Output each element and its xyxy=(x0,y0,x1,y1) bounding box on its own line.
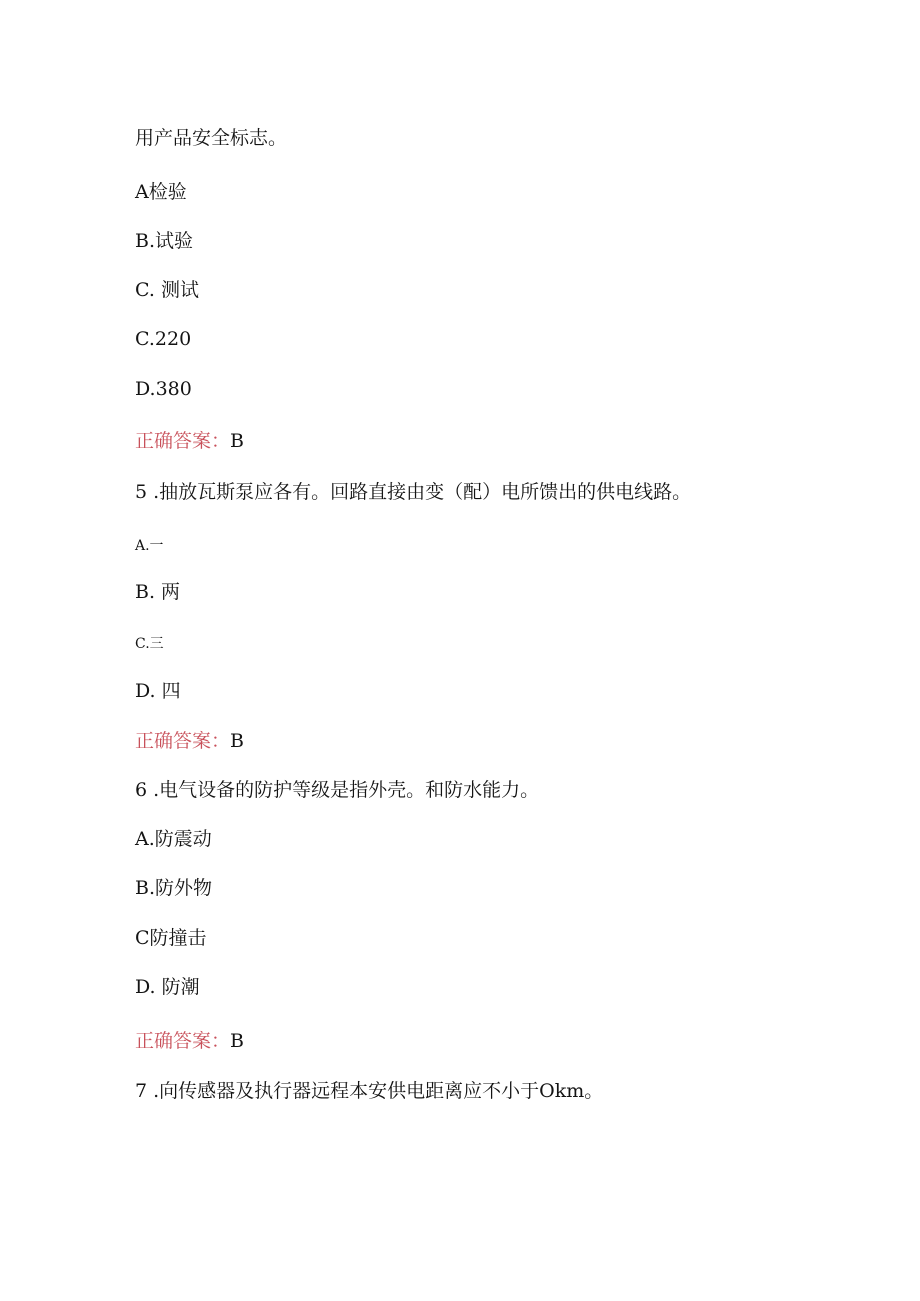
question-6: 6 .电气设备的防护等级是指外壳。和防水能力。 xyxy=(135,779,540,801)
option-a: A.防震动 xyxy=(135,828,212,850)
option-b: B.防外物 xyxy=(135,877,213,899)
correct-answer-label: 正确答案： xyxy=(135,430,231,452)
option-d: D. 防潮 xyxy=(135,976,200,998)
option-c: C防撞击 xyxy=(135,927,207,949)
option-a: A.一 xyxy=(135,538,164,554)
question-4-stem-end: 用产品安全标志。 xyxy=(135,127,288,149)
option-c: C.220 xyxy=(135,328,192,350)
option-c: C.三 xyxy=(135,636,164,652)
correct-answer xyxy=(135,729,244,753)
question-5: 5 .抽放瓦斯泵应各有。回路直接由变（配）电所馈出的供电线路。 xyxy=(135,481,692,503)
question-7: 7 .向传感器及执行器远程本安供电距离应不小于Okm。 xyxy=(135,1080,604,1102)
correct-answer-value: B xyxy=(230,1030,244,1052)
option-d: D.380 xyxy=(135,378,192,400)
correct-answer-label: 正确答案： xyxy=(135,730,231,752)
correct-answer xyxy=(135,1029,244,1053)
option-d: D. 四 xyxy=(135,680,181,702)
option-c: C. 测试 xyxy=(135,279,199,301)
correct-answer-value: B xyxy=(230,430,244,452)
correct-answer xyxy=(135,429,244,453)
correct-answer-value: B xyxy=(230,730,244,752)
option-a: A检验 xyxy=(135,181,187,203)
option-b: B.试验 xyxy=(135,230,194,252)
correct-answer-label: 正确答案： xyxy=(135,1030,231,1052)
option-b: B. 两 xyxy=(135,581,181,603)
